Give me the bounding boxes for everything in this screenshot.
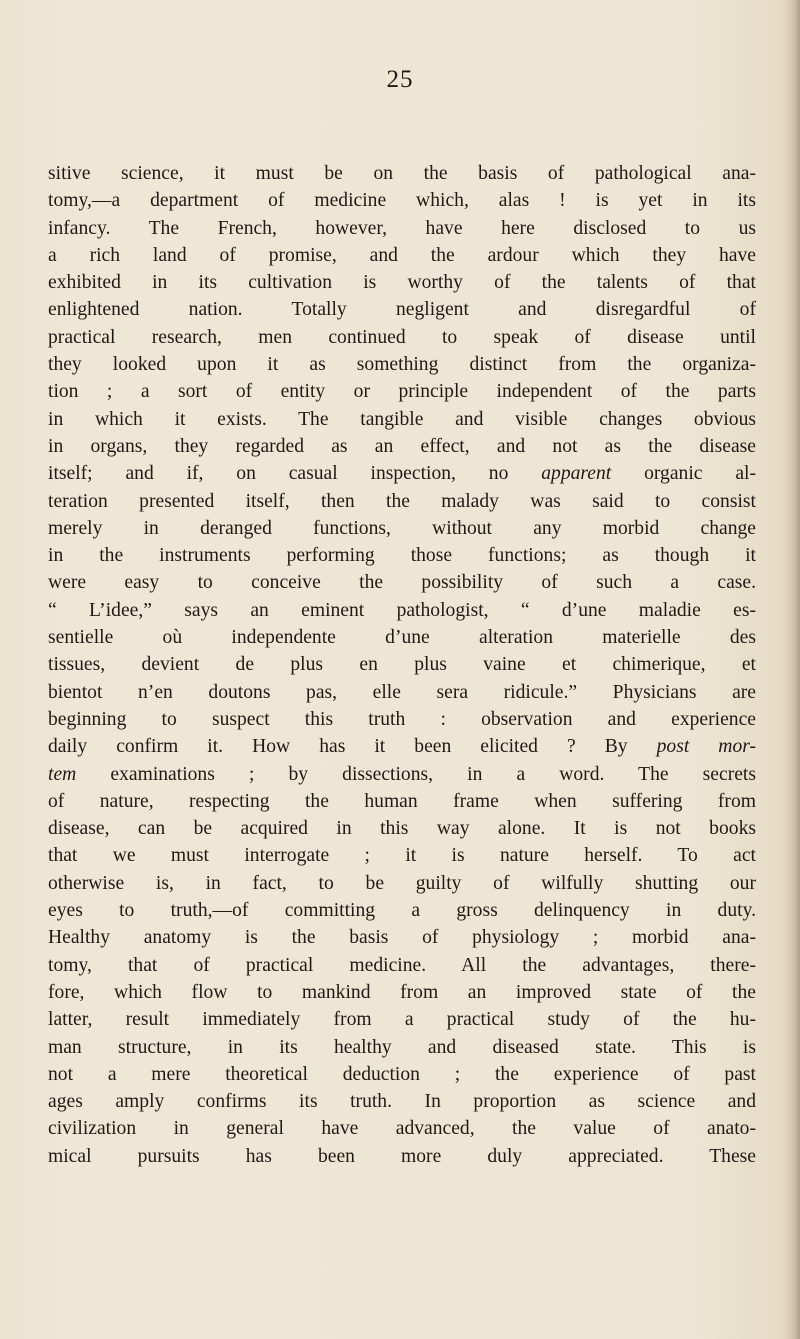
text-line (48, 870, 756, 897)
text-segment: a rich land of promise, and the ardour which they have (48, 244, 756, 266)
text-segment: latter, result immediately from a practical study of the hu- (48, 1009, 756, 1031)
text-segment: ages amply confirms its truth. In proportion as science and (48, 1091, 756, 1113)
text-line (48, 624, 756, 651)
text-line (48, 1061, 756, 1088)
page-edge-shadow (786, 0, 800, 1339)
text-segment: daily confirm it. How has it been elicited ? By (48, 736, 657, 758)
text-segment: infancy. The French, however, have here disclosed to us (48, 217, 756, 239)
text-line (48, 815, 756, 842)
text-segment: examinations ; by dissections, in a word. The secrets (76, 763, 756, 785)
text-line (48, 924, 756, 951)
text-line (48, 1034, 756, 1061)
text-line (48, 296, 756, 323)
text-segment: in which it exists. The tangible and visible changes obvious (48, 408, 756, 430)
text-line (48, 788, 756, 815)
text-segment: not a mere theoretical deduction ; the experience of past (48, 1063, 756, 1085)
text-segment: enlightened nation. Totally negligent and disregardful of (48, 299, 756, 321)
text-line (48, 324, 756, 351)
text-line (48, 842, 756, 869)
text-line (48, 1115, 756, 1142)
text-line (48, 460, 756, 487)
text-segment: mical pursuits has been more duly appreciated. These (48, 1145, 756, 1167)
text-segment: bientot n’en doutons pas, elle sera ridicule.” Physicians are (48, 681, 756, 703)
text-line (48, 187, 756, 214)
text-line (48, 597, 756, 624)
text-segment: practical research, men continued to speak of disease until (48, 326, 756, 348)
italic-text: tem (48, 763, 77, 785)
text-segment: of nature, respecting the human frame when suffering from (48, 790, 756, 812)
text-line (48, 897, 756, 924)
text-line (48, 378, 756, 405)
text-segment: civilization in general have advanced, the value of anato- (48, 1118, 756, 1140)
text-segment: man structure, in its healthy and diseased state. This is (48, 1036, 756, 1058)
text-line (48, 706, 756, 733)
text-segment: otherwise is, in fact, to be guilty of wilfully shutting our (48, 872, 756, 894)
text-segment: sitive science, it must be on the basis of pathological ana- (48, 163, 756, 184)
text-segment: merely in deranged functions, without any morbid change (48, 517, 756, 539)
text-line (48, 569, 756, 596)
text-segment: sentielle où independente d’une alteration materielle des (48, 627, 756, 649)
text-segment: tissues, devient de plus en plus vaine et chimerique, et (48, 654, 756, 676)
text-segment: exhibited in its cultivation is worthy of the talents of that (48, 272, 756, 294)
text-line (48, 761, 756, 788)
italic-text: post mor- (656, 736, 757, 758)
text-segment: tomy, that of practical medicine. All the advantages, there- (48, 954, 756, 976)
text-line (48, 1006, 756, 1033)
text-segment: in organs, they regarded as an effect, and not as the disease (48, 435, 756, 457)
text-line (48, 979, 756, 1006)
text-segment: in the instruments performing those functions; as though it (48, 545, 756, 567)
text-segment: fore, which flow to mankind from an improved state of the (48, 981, 756, 1003)
body-text (48, 160, 756, 1170)
text-segment: itself; and if, on casual inspection, no (48, 463, 542, 485)
text-segment: were easy to conceive the possibility of such a case. (48, 572, 756, 594)
text-line (48, 242, 756, 269)
text-segment: organic al- (611, 463, 756, 485)
text-line (48, 160, 756, 187)
text-line (48, 215, 756, 242)
text-segment: “ L’idee,” says an eminent pathologist, “ d’une maladie es- (48, 599, 756, 621)
text-segment: that we must interrogate ; it is nature herself. To act (48, 845, 756, 867)
text-line (48, 1143, 756, 1170)
text-segment: disease, can be acquired in this way alone. It is not books (48, 818, 756, 840)
italic-text: apparent (541, 463, 612, 485)
page-number: 25 (386, 66, 414, 93)
text-line (48, 679, 756, 706)
text-line (48, 651, 756, 678)
text-line (48, 351, 756, 378)
text-segment: beginning to suspect this truth : observation and experience (48, 708, 756, 730)
text-line (48, 733, 756, 760)
text-line (48, 952, 756, 979)
text-line (48, 515, 756, 542)
text-segment: Healthy anatomy is the basis of physiology ; morbid ana- (48, 927, 756, 949)
text-segment: teration presented itself, then the malady was said to consist (48, 490, 756, 512)
text-line (48, 1088, 756, 1115)
text-segment: they looked upon it as something distinct from the organiza- (48, 354, 756, 376)
text-segment: eyes to truth,—of committing a gross delinquency in duty. (48, 900, 756, 922)
text-line (48, 433, 756, 460)
text-segment: tomy,—a department of medicine which, alas ! is yet in its (48, 190, 756, 212)
text-line (48, 406, 756, 433)
text-line (48, 269, 756, 296)
text-line (48, 542, 756, 569)
text-segment: tion ; a sort of entity or principle independent of the parts (48, 381, 756, 403)
text-line (48, 488, 756, 515)
